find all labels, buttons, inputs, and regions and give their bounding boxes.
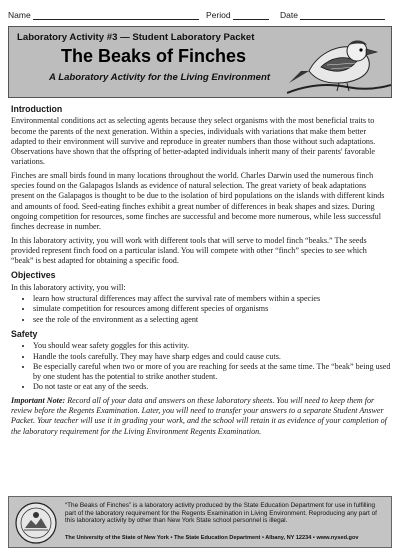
name-blank[interactable] [33, 11, 199, 20]
safety-item: • Handle the tools carefully. They may have sharp edges and could cause cuts. [33, 352, 391, 362]
name-field[interactable] [8, 10, 199, 20]
student-info-line [8, 8, 392, 22]
intro-paragraph: Environmental conditions act as selecting agents because they select organisms with the most beneficial traits to become the parents of the next generation. Within a species, individuals with variations that make them better adapted to their environment will survive and reproduce in greater numbers than those without such adaptations. Observations have shown that the offspring of better-adapted individuals inherit many of their parents' favorable variations. [11, 116, 376, 167]
date-field[interactable] [280, 10, 385, 20]
name-label: Name [8, 10, 31, 20]
finch-icon [287, 27, 391, 97]
date-blank[interactable] [300, 11, 385, 20]
lab-content [11, 100, 391, 440]
footer-box [8, 496, 392, 548]
page-subtitle: A Laboratory Activity for the Living Environment [49, 72, 271, 83]
objectives-intro: In this laboratory activity, you will: [11, 282, 126, 292]
safety-list [11, 341, 391, 392]
objectives-list [11, 294, 391, 325]
objectives-heading: Objectives [11, 270, 56, 281]
safety-item: • Be especially careful when two or more of you are reaching for seeds at the same time. The “beak” being used by one student has the potential to strike another student. [33, 362, 391, 383]
period-blank[interactable] [233, 11, 269, 20]
introduction-heading: Introduction [11, 104, 63, 114]
objective-item: • learn how structural differences may affect the survival rate of members within a species [33, 294, 391, 304]
important-note-label: Important Note: [11, 395, 66, 405]
important-note-text: Record all of your data and answers on these laboratory sheets. You will need to keep them for review before the Regents Examination. Later, you will need to transfer your answers to a separate Student Answer Packet. Your teacher will use it in grading your work, and the school will retain it as evidence of your completion of the laboratory requirement for the Living Environment Regents Examination. [11, 395, 387, 436]
safety-item: • Do not taste or eat any of the seeds. [33, 382, 391, 392]
title-banner [8, 26, 392, 98]
important-note [11, 396, 391, 437]
state-seal-icon [15, 502, 57, 544]
period-label: Period [206, 10, 231, 20]
safety-item: • You should wear safety goggles for this activity. [33, 341, 391, 351]
footer-publisher: The University of the State of New York • The State Education Department • Albany, NY 12234 • www.nysed.gov [65, 535, 359, 541]
safety-heading: Safety [11, 328, 38, 339]
period-field[interactable] [206, 10, 269, 20]
lab-activity-label: Laboratory Activity #3 — Student Laboratory Packet [17, 32, 255, 43]
objective-item: • simulate competition for resources among different species of organisms [33, 304, 391, 314]
intro-paragraph: Finches are small birds found in many locations throughout the world. Charles Darwin used the numerous finch species found on the Galapagos Islands as evidence of natural selection. The great variety of beak adaptations present on the Galapagos is thought to be due to the isolation of bird populations on the islands with different kinds and amounts of food. Seed-eating finches exhibit a great number of differences in beak shapes and sizes. During ongoing competition for resources, some finches are successful and become more numerous, while less successful finches decrease in number. [11, 170, 385, 232]
intro-paragraph: In this laboratory activity, you will work with different tools that will serve to model finch “beaks.” The seeds provided represent finch food on a particular island. You will compete with other “finch” species to see which “beak” is best adapted for obtaining a specific food. [11, 235, 367, 266]
date-label: Date [280, 10, 298, 20]
footer-notice: “The Beaks of Finches” is a laboratory activity produced by the State Education Department for use in fulfilling part of the laboratory requirement for the Regents Examination in Living Environment. Reproducing any part of this laboratory activity by other than New York State school personnel is illegal. [65, 502, 377, 525]
page-title: The Beaks of Finches [61, 46, 247, 66]
objective-item: • see the role of the environment as a selecting agent [33, 315, 391, 325]
